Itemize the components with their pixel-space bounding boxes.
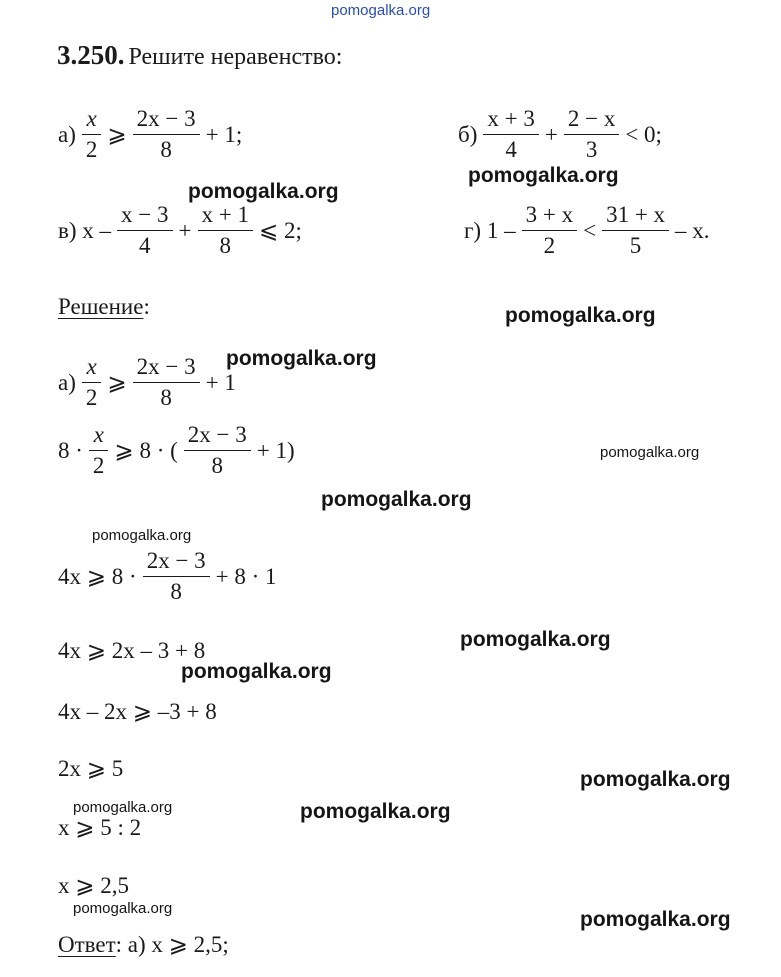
task-v (58, 202, 302, 259)
task-v-fraction-2 (198, 202, 253, 259)
step-2-tail: + 1) (256, 437, 295, 463)
solution-step-8: x ⩾ 2,5 (58, 873, 130, 898)
fraction-denominator: 8 (133, 134, 200, 163)
watermark: pomogalka.org (73, 799, 173, 816)
watermark: pomogalka.org (505, 304, 656, 327)
watermark: pomogalka.org (92, 527, 192, 544)
fraction-denominator: 8 (184, 450, 251, 479)
answer-label: Ответ (58, 932, 116, 957)
step-2-rhs-fraction (184, 422, 251, 479)
fraction-denominator: 2 (82, 382, 102, 411)
fraction-numerator: x (86, 354, 97, 379)
watermark: pomogalka.org (181, 660, 332, 683)
problem-number: 3.250. (57, 40, 125, 70)
watermark: pomogalka.org (460, 628, 611, 651)
task-g (464, 202, 710, 259)
task-v-tail: ⩽ 2; (258, 217, 302, 243)
solution-step-4: 4x ⩾ 2x – 3 + 8 (58, 638, 206, 663)
fraction-denominator: 8 (133, 382, 200, 411)
solution-step-1 (58, 354, 236, 411)
task-g-lt: < (583, 217, 597, 243)
solution-heading-text: Решение (58, 294, 144, 319)
top-watermark: pomogalka.org (331, 2, 431, 19)
fraction-denominator: 2 (82, 134, 102, 163)
fraction-numerator: x (86, 106, 97, 131)
fraction-numerator: x + 1 (201, 202, 249, 227)
answer-text: : а) x ⩾ 2,5; (115, 932, 229, 957)
fraction-denominator: 4 (483, 134, 538, 163)
fraction-numerator: x + 3 (487, 106, 535, 131)
task-v-label: в) x – (58, 217, 112, 243)
watermark: pomogalka.org (226, 347, 377, 370)
step-1-rhs-fraction (133, 354, 200, 411)
fraction-numerator: 2x − 3 (187, 422, 247, 447)
watermark: pomogalka.org (600, 444, 700, 461)
fraction-denominator: 8 (198, 230, 253, 259)
fraction-numerator: 2 − x (567, 106, 616, 131)
solution-step-3 (58, 548, 277, 605)
task-a-rhs-fraction (133, 106, 200, 163)
task-v-fraction-1 (117, 202, 172, 259)
problem-header (57, 40, 342, 71)
fraction-numerator: 3 + x (525, 202, 574, 227)
task-g-fraction-1 (522, 202, 577, 259)
step-3-pre: 4x ⩾ 8 · (58, 563, 137, 589)
problem-title: Решите неравенство: (128, 44, 343, 70)
task-b-label: б) (458, 121, 478, 147)
solution-step-6: 2x ⩾ 5 (58, 756, 124, 781)
task-b (458, 106, 662, 163)
task-a-label: а) (58, 121, 76, 147)
task-a (58, 106, 242, 163)
watermark: pomogalka.org (468, 164, 619, 187)
step-1-label: а) (58, 369, 76, 395)
answer (58, 932, 229, 958)
task-b-plus: + (544, 121, 558, 147)
step-3-fraction (143, 548, 210, 605)
fraction-numerator: 2x − 3 (136, 354, 196, 379)
fraction-denominator: 8 (143, 576, 210, 605)
watermark: pomogalka.org (580, 908, 731, 931)
task-a-tail: + 1; (205, 121, 243, 147)
step-1-lhs-fraction (82, 354, 102, 411)
solution-step-7: x ⩾ 5 : 2 (58, 815, 142, 840)
step-2-pre: 8 · (58, 437, 83, 463)
fraction-numerator: 31 + x (606, 202, 666, 227)
solution-heading (58, 294, 150, 320)
solution-heading-colon: : (143, 294, 150, 319)
watermark: pomogalka.org (73, 900, 173, 917)
fraction-numerator: x − 3 (121, 202, 169, 227)
step-1-op: ⩾ (107, 369, 127, 395)
fraction-denominator: 2 (89, 450, 109, 479)
fraction-denominator: 3 (564, 134, 619, 163)
step-2-lhs-fraction (89, 422, 109, 479)
task-a-lhs-fraction (82, 106, 102, 163)
step-3-tail: + 8 · 1 (215, 563, 277, 589)
solution-step-2 (58, 422, 295, 479)
task-g-tail: – x. (675, 217, 710, 243)
watermark: pomogalka.org (321, 488, 472, 511)
fraction-numerator: 2x − 3 (136, 106, 196, 131)
step-1-tail: + 1 (205, 369, 236, 395)
fraction-denominator: 4 (117, 230, 172, 259)
step-2-mid: ⩾ 8 · ( (114, 437, 178, 463)
fraction-denominator: 5 (602, 230, 669, 259)
watermark: pomogalka.org (188, 180, 339, 203)
task-g-fraction-2 (602, 202, 669, 259)
watermark: pomogalka.org (300, 800, 451, 823)
watermark: pomogalka.org (580, 768, 731, 791)
task-b-fraction-1 (483, 106, 538, 163)
fraction-numerator: 2x − 3 (146, 548, 206, 573)
fraction-denominator: 2 (522, 230, 577, 259)
task-b-fraction-2 (564, 106, 619, 163)
task-b-tail: < 0; (625, 121, 662, 147)
task-g-label: г) 1 – (464, 217, 516, 243)
fraction-numerator: x (93, 422, 104, 447)
solution-step-5: 4x – 2x ⩾ –3 + 8 (58, 699, 217, 724)
task-a-op: ⩾ (107, 121, 127, 147)
task-v-plus: + (178, 217, 192, 243)
